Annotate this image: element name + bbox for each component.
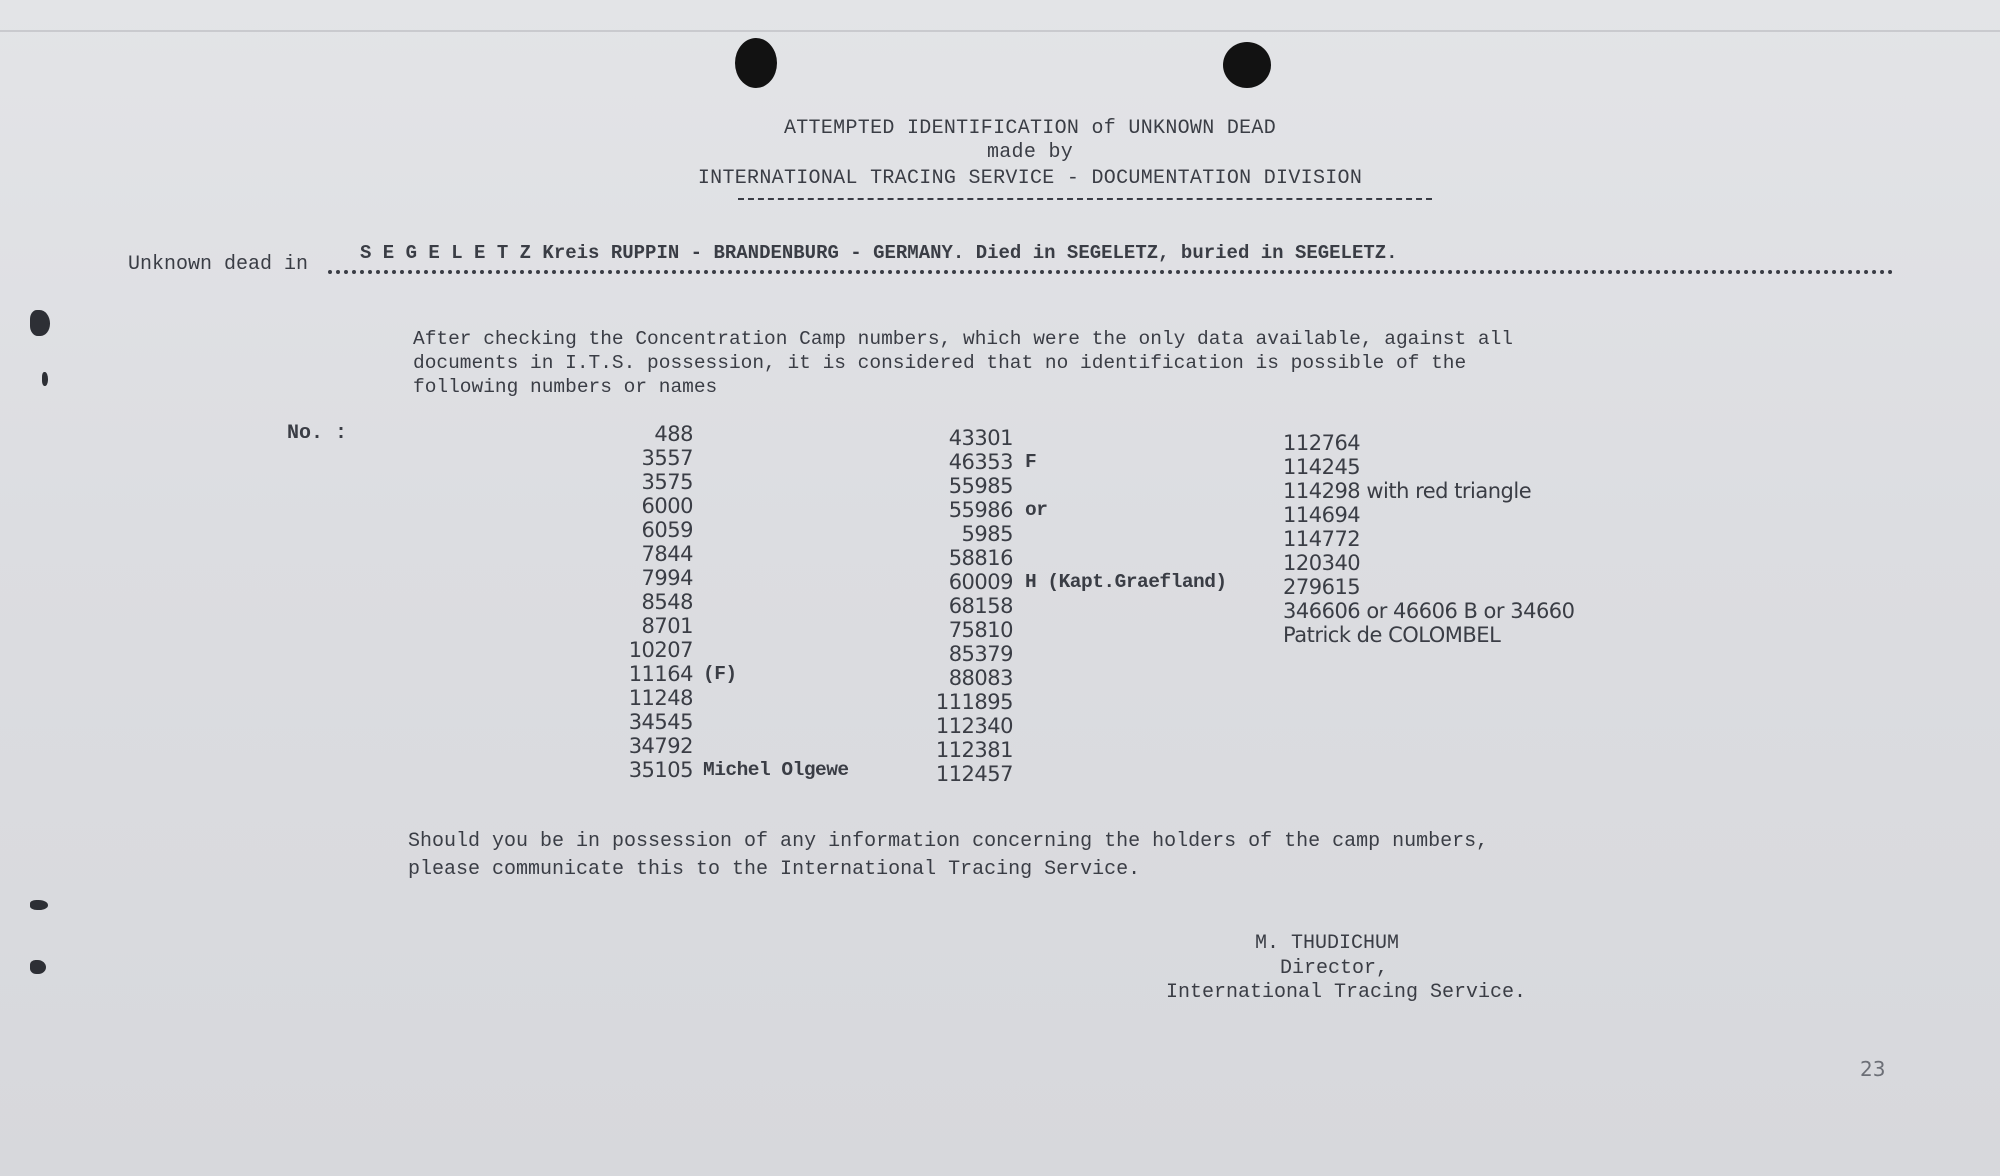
camp-number: 10207 bbox=[628, 638, 693, 662]
camp-number-entry: 112764 bbox=[1283, 431, 1361, 455]
camp-number: 85379 bbox=[948, 642, 1013, 666]
margin-mark bbox=[30, 900, 48, 910]
document-subtitle: made by bbox=[986, 141, 1074, 164]
camp-number: 5985 bbox=[961, 522, 1013, 546]
document-title: ATTEMPTED IDENTIFICATION of UNKNOWN DEAD bbox=[783, 117, 1277, 140]
camp-number: 75810 bbox=[948, 618, 1013, 642]
camp-number: 46353 bbox=[948, 450, 1013, 474]
camp-number: 7844 bbox=[641, 542, 693, 566]
camp-number: 55985 bbox=[948, 474, 1013, 498]
camp-number: 3575 bbox=[641, 470, 693, 494]
camp-number: 88083 bbox=[948, 666, 1013, 690]
margin-mark bbox=[42, 372, 48, 386]
camp-number: 34545 bbox=[628, 710, 693, 734]
page-marker: 23 bbox=[1860, 1057, 1886, 1081]
camp-number-entry: 346606 or 46606 B or 34660 bbox=[1283, 599, 1575, 623]
camp-number-note: H (Kapt.Graefland) bbox=[1025, 571, 1227, 593]
title-underline bbox=[738, 198, 1432, 200]
closing-line-1: Should you be in possession of any information concerning the holders of the camp numbers, bbox=[408, 830, 1489, 853]
camp-number-entry: 114694 bbox=[1283, 503, 1361, 527]
camp-number: 111895 bbox=[935, 690, 1013, 714]
punch-hole-right bbox=[1223, 42, 1271, 88]
camp-number: 488 bbox=[654, 422, 693, 446]
camp-number: 58816 bbox=[948, 546, 1013, 570]
camp-number-entry: 114298 with red triangle bbox=[1283, 479, 1532, 503]
camp-number: 11248 bbox=[628, 686, 693, 710]
margin-mark bbox=[30, 310, 50, 336]
camp-number: 6059 bbox=[641, 518, 693, 542]
camp-number: 60009 bbox=[948, 570, 1013, 594]
camp-number: 7994 bbox=[641, 566, 693, 590]
signatory-name: M. THUDICHUM bbox=[1255, 932, 1400, 955]
numbers-label: No. : bbox=[287, 422, 348, 445]
camp-number: 8548 bbox=[641, 590, 693, 614]
margin-mark bbox=[30, 960, 46, 974]
camp-number: 112340 bbox=[935, 714, 1013, 738]
camp-number-entry: Patrick de COLOMBEL bbox=[1283, 623, 1501, 647]
intro-line-3: following numbers or names bbox=[413, 376, 718, 398]
signatory-organization: International Tracing Service. bbox=[1166, 981, 1527, 1004]
punch-hole-left bbox=[735, 38, 777, 88]
camp-number: 68158 bbox=[948, 594, 1013, 618]
camp-number-entry: 279615 bbox=[1283, 575, 1361, 599]
document-issuer: INTERNATIONAL TRACING SERVICE - DOCUMENTATION DIVISION bbox=[697, 167, 1363, 190]
camp-number: 43301 bbox=[948, 426, 1013, 450]
closing-line-2: please communicate this to the International Tracing Service. bbox=[408, 858, 1141, 881]
camp-number-note: or bbox=[1025, 499, 1048, 521]
camp-number-entry: 114772 bbox=[1283, 527, 1361, 551]
signatory-title: Director, bbox=[1280, 957, 1389, 980]
camp-number: 55986 bbox=[948, 498, 1013, 522]
camp-number: 112457 bbox=[935, 762, 1013, 786]
camp-number: 112381 bbox=[935, 738, 1013, 762]
camp-number: 6000 bbox=[641, 494, 693, 518]
camp-number: 35105 bbox=[628, 758, 693, 782]
paper-fold-line bbox=[0, 30, 2000, 32]
camp-number: 11164 bbox=[628, 662, 693, 686]
camp-number-entry: 120340 bbox=[1283, 551, 1361, 575]
unknown-dead-label: Unknown dead in bbox=[128, 253, 309, 276]
camp-number: 34792 bbox=[628, 734, 693, 758]
camp-number-entry: 114245 bbox=[1283, 455, 1361, 479]
camp-number: 3557 bbox=[641, 446, 693, 470]
camp-number-note: (F) bbox=[703, 663, 737, 685]
intro-line-2: documents in I.T.S. possession, it is considered that no identification is possible of the bbox=[413, 352, 1467, 374]
intro-line-1: After checking the Concentration Camp numbers, which were the only data available, against all bbox=[413, 328, 1513, 350]
camp-number-note: F bbox=[1025, 451, 1037, 473]
camp-number: 8701 bbox=[641, 614, 693, 638]
camp-number-note: Michel Olgewe bbox=[703, 759, 849, 781]
dotted-leader bbox=[328, 270, 1894, 274]
burial-location: S E G E L E T Z Kreis RUPPIN - BRANDENBURG - GERMANY. Died in SEGELETZ, buried in SEGELETZ. bbox=[360, 242, 1398, 264]
